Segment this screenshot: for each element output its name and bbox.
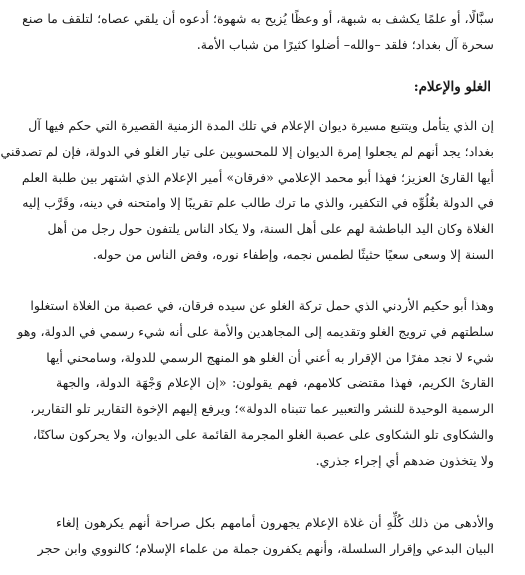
text-line: سبَّالًا، أو علمًا يكشف به شبهة، أو وعظًا يُزيح به شهوة؛ أدعوه أن يلقي عصاه؛ لتلقف ما صنع xyxy=(22,11,494,26)
text-line: الغلاة وكان اليد الباطشة لهم على أهل السنة، ولا يكاد الناس يلتفون حول رجل من أهل xyxy=(47,221,494,237)
text-line: إن الذي يتأمل ويتتبع مسيرة ديوان الإعلام في تلك المدة الزمنية القصيرة التي حكم فيها آل xyxy=(28,118,494,133)
text-line: البيان البدعي وإقرار السلسلة، وأنهم يكفرون جملة من علماء الإسلام؛ كالنووي وابن حجر xyxy=(37,540,494,556)
text-line: سلطتهم في ترويج الغلو وتقديمه إلى المجاهدين والأمة على أنه شيء رسمي في الدولة، وهو xyxy=(17,323,494,339)
text-line: شيء لا نجد مفرًا من الإقرار به أعني أن الغلو هو المنهج الرسمي للدولة، وسامحني أيها xyxy=(46,349,494,365)
text-line: ولا يتخذون ضدهم أي إجراء جذري. xyxy=(315,452,494,468)
text-line: القارئ الكريم، فهذا مقتضى كلامهم، فهم يقولون: «إن الإعلام وَجْهَة الدولة، والجهة xyxy=(56,375,494,391)
text-line: سحرة آل بغداد؛ فلقد –والله– أضلوا كثيرًا من شباب الأمة. xyxy=(196,36,494,52)
paragraph-2 xyxy=(17,293,494,474)
text-line: والأدهى من ذلك كُلِّهِ أن غلاة الإعلام يجهرون أمامهم بكل صراحة أنهم يكرهون إلغاء xyxy=(56,515,494,530)
paragraph-1 xyxy=(0,113,494,268)
text-line: في الدولة بغُلُوِّه في التكفير، والذي ما ترك طالب علم تقريبًا إلا وامتحنه في دينه، وقَرَّب إليه xyxy=(22,195,494,211)
text-line: أيها القارئ العزيز؛ فهذا أبو محمد الإعلامي «فرقان» أمير الإعلام الذي اشتهر بين طلبة العلم xyxy=(21,169,494,185)
text-line: السنة إلا وسعى سعيًا حثيثًا لطمس نجمه، وإطفاء نوره، وفض الناس من حوله. xyxy=(92,246,494,262)
section-heading: الغلو والإعلام: xyxy=(413,79,491,95)
top-paragraph xyxy=(22,6,494,58)
paragraph-3 xyxy=(37,510,494,562)
text-line: وهذا أبو حكيم الأردني الذي حمل تركة الغلو عن سيده فرقان، في عصبة من الغلاة استغلوا xyxy=(30,298,494,313)
text-line: بغداد؛ يجد أنهم لم يجعلوا إمرة الديوان إلا للمحسوبين على تيار الغلو في الدولة، فإن لم تصدقني xyxy=(0,143,494,159)
text-line: الرسمية الوحيدة للنشر والتعبير عما تتبناه الدولة»؛ ويرفع إليهم الإخوة التقارير تلو التقارير، xyxy=(30,401,494,417)
text-line: والشكاوى تلو الشكاوى على عصبة الغلو المجرمة القائمة على الديوان، ولا يحركون ساكنًا، xyxy=(32,426,494,442)
